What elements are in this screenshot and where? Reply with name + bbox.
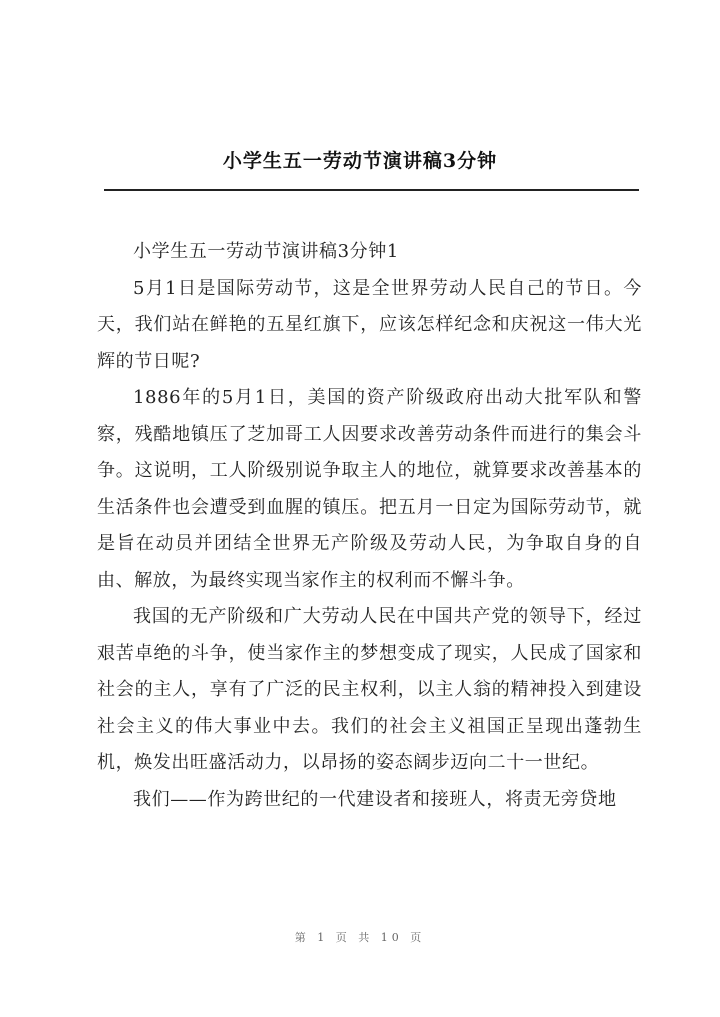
paragraph: 我们——作为跨世纪的一代建设者和接班人，将责无旁贷地 <box>133 788 617 810</box>
paragraph: 我国的无产阶级和广大劳动人民在中国共产党的领导下，经过艰苦卓绝的斗争，使当家作主的梦想变成了现实，人民成了国家和社会的主人，享有了广泛的民主权利，以主人翁的精神投入到建设社会主义的伟大事业中去。我们的社会主义祖国正呈现出蓬勃生机，焕发出旺盛活动力，以昂扬的姿态阔步迈向二十一世纪。 <box>97 606 642 773</box>
paragraph-subtitle: 小学生五一劳动节演讲稿3分钟1 <box>133 241 399 262</box>
document-title: 小学生五一劳动节演讲稿3分钟 <box>222 150 498 172</box>
paragraph: 1886年的5月1日，美国的资产阶级政府出动大批军队和警察，残酷地镇压了芝加哥工人因要求改善劳动条件而进行的集会斗争。这说明，工人阶级别说争取主人的地位，就算要求改善基本的生活条件也会遭受到血腥的镇压。把五月一日定为国际劳动节，就是旨在动员并团结全世界无产阶级及劳动人民，为争取自身的自由、解放，为最终实现当家作主的权利而不懈斗争。 <box>97 387 642 591</box>
document-body <box>97 234 642 818</box>
paragraph: 5月1日是国际劳动节，这是全世界劳动人民自己的节日。今天，我们站在鲜艳的五星红旗下，应该怎样纪念和庆祝这一伟大光辉的节日呢? <box>97 277 642 372</box>
title-underline <box>104 189 639 191</box>
page-number-footer: 第 1 页 共 10 页 <box>294 931 426 944</box>
